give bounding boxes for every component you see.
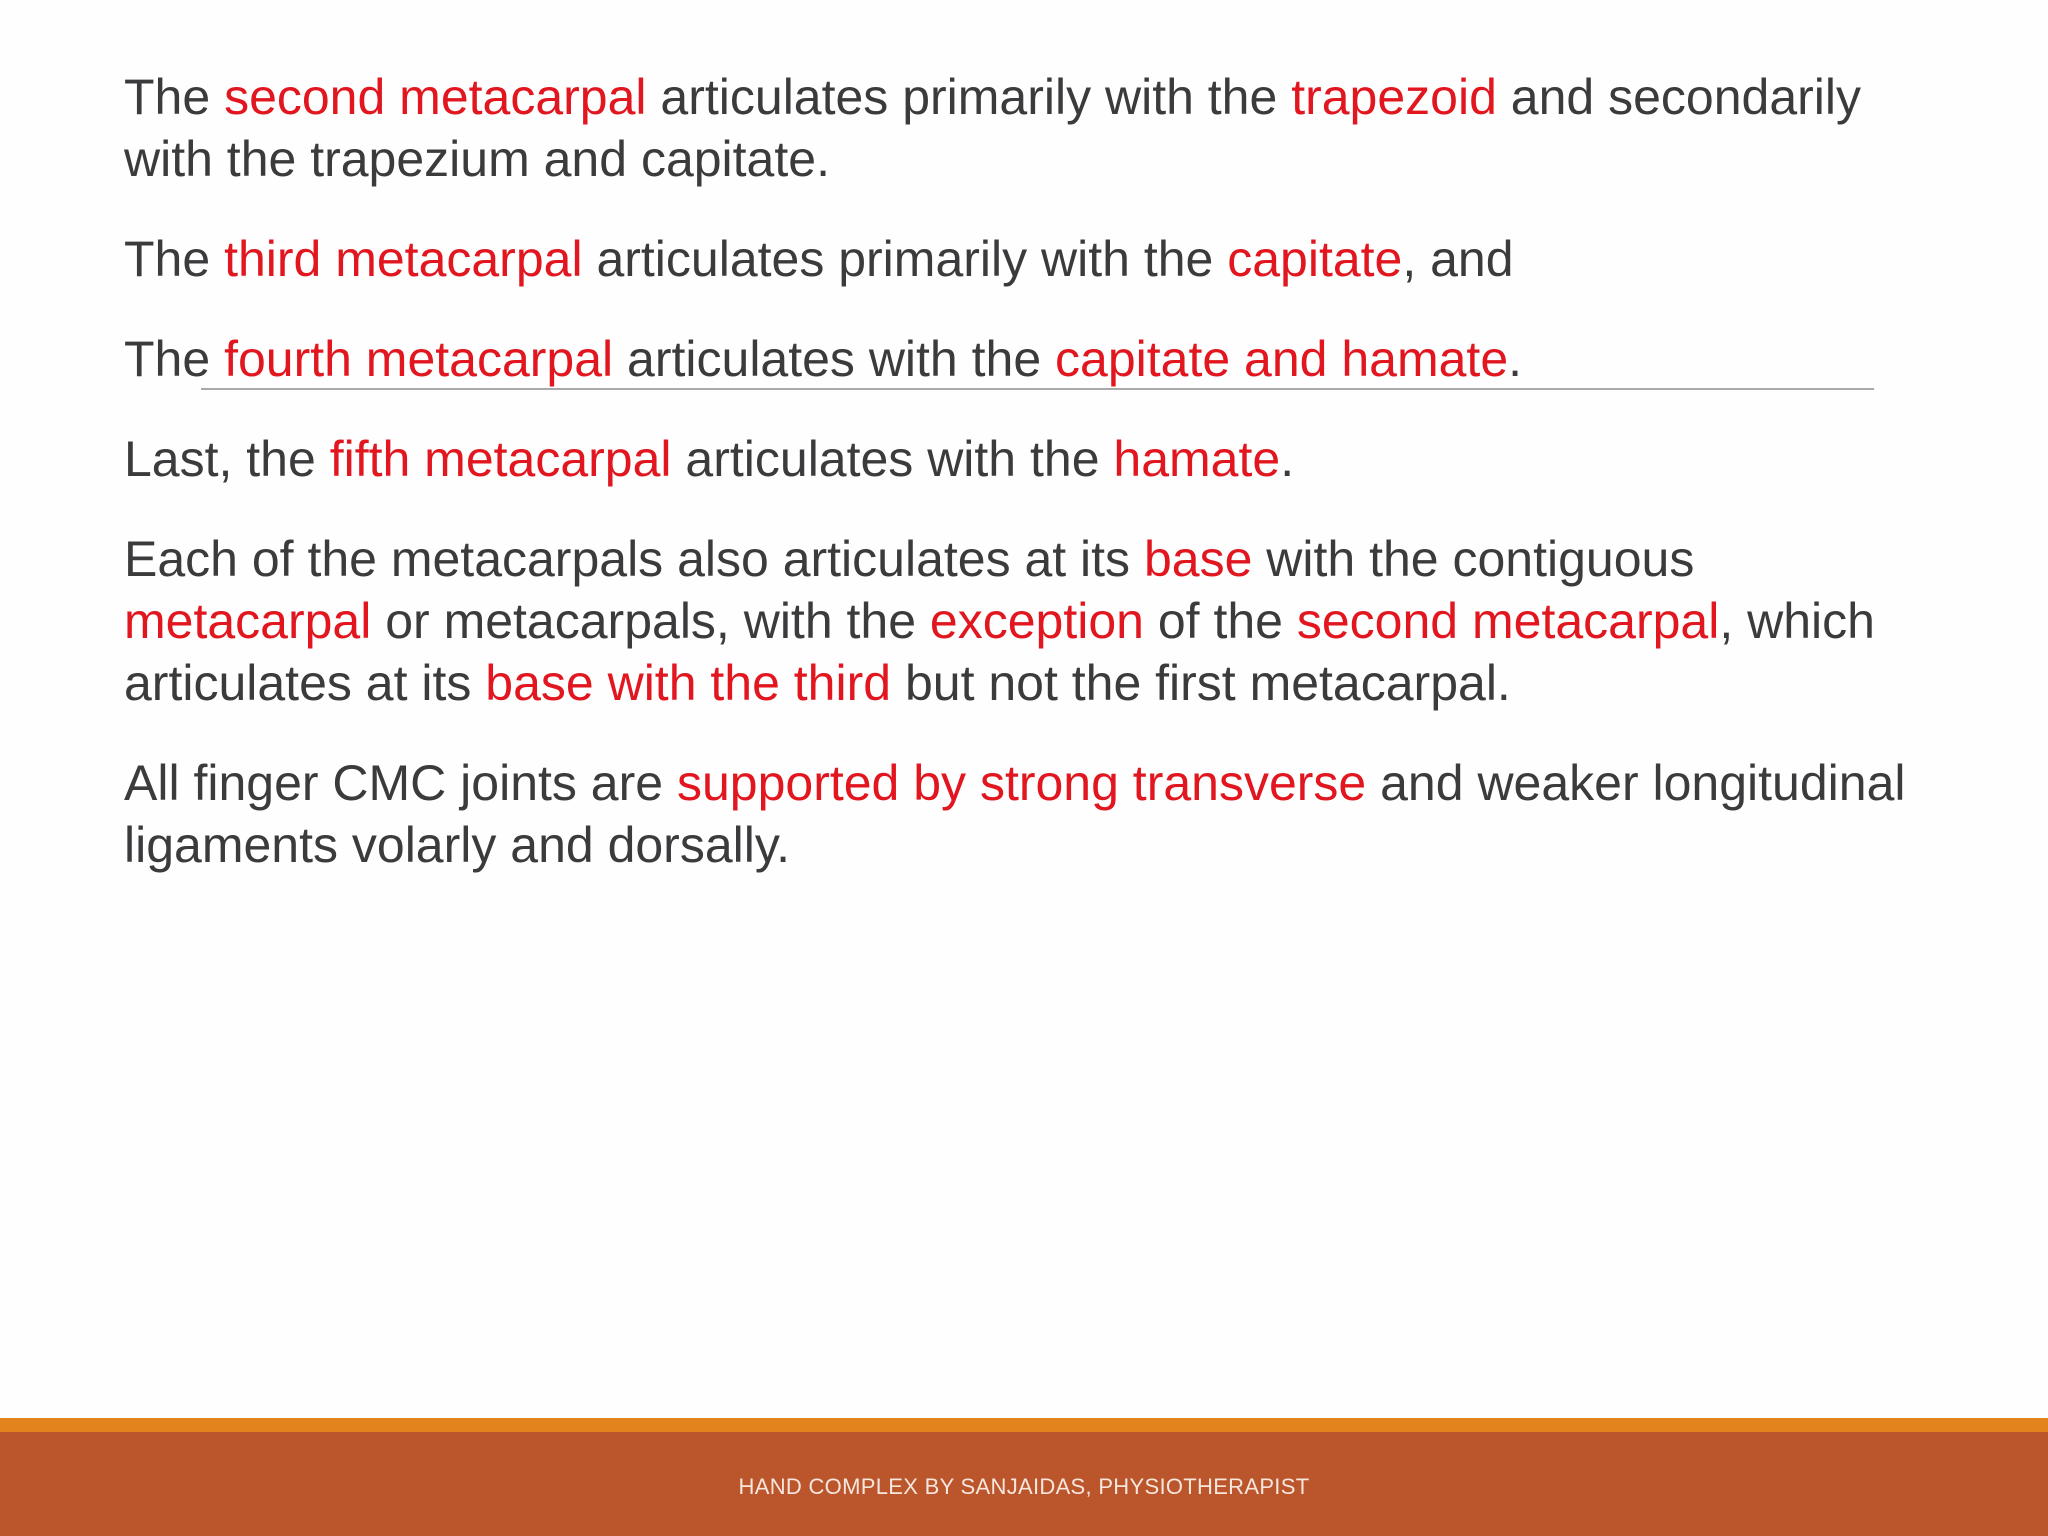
highlighted-term: trapezoid <box>1291 69 1497 125</box>
highlighted-term: third metacarpal <box>224 231 583 287</box>
text-run: . <box>1508 331 1523 387</box>
text-run: Last, the <box>124 431 330 487</box>
highlighted-term: base <box>1143 531 1253 587</box>
text-run: articulates with the <box>613 331 1056 387</box>
text-run: All finger CMC joints are <box>124 755 677 811</box>
highlighted-term: base with the third <box>485 655 892 711</box>
text-run: or metacarpals, with the <box>371 593 930 649</box>
text-run: The <box>124 69 225 125</box>
text-run: Each of the metacarpals also articulates at its <box>124 531 1144 587</box>
highlighted-term: hamate <box>1113 431 1281 487</box>
paragraph-metacarpal-bases <box>124 528 1924 714</box>
text-run: articulates with the <box>671 431 1114 487</box>
paragraph-fifth-metacarpal <box>124 428 1924 490</box>
text-run: , which articulates at its <box>124 593 1875 711</box>
footer-text: HAND COMPLEX BY SANJAIDAS, PHYSIOTHERAPIST <box>738 1474 1310 1499</box>
text-run: articulates primarily with the <box>646 69 1292 125</box>
text-run: and secondarily with the trapezium and capitate. <box>124 69 1862 187</box>
footer-accent-stripe <box>0 1418 2048 1432</box>
text-run: of the <box>1143 593 1297 649</box>
paragraph-cmc-ligaments <box>124 752 1924 876</box>
highlighted-term: exception <box>929 593 1144 649</box>
text-run: The <box>124 231 225 287</box>
paragraph-second-metacarpal <box>124 66 1924 190</box>
text-run: The <box>124 331 225 387</box>
highlighted-term: supported by strong transverse <box>676 755 1367 811</box>
slide-body <box>124 66 1924 914</box>
highlighted-term: capitate and hamate <box>1055 331 1509 387</box>
highlighted-term: metacarpal <box>124 593 372 649</box>
horizontal-rule <box>201 388 1874 390</box>
text-run: but not the first metacarpal. <box>891 655 1511 711</box>
text-run: , and <box>1402 231 1514 287</box>
highlighted-term: capitate <box>1227 231 1403 287</box>
highlighted-term: fourth metacarpal <box>224 331 614 387</box>
paragraph-third-metacarpal <box>124 228 1924 290</box>
text-run: . <box>1280 431 1295 487</box>
text-run: with the contiguous <box>1252 531 1695 587</box>
paragraph-fourth-metacarpal <box>124 328 1924 390</box>
text-run: and weaker longitudinal ligaments volarly and dorsally. <box>124 755 1906 873</box>
text-run: articulates primarily with the <box>582 231 1228 287</box>
highlighted-term: fifth metacarpal <box>329 431 672 487</box>
highlighted-term: second metacarpal <box>1296 593 1720 649</box>
highlighted-term: second metacarpal <box>224 69 647 125</box>
